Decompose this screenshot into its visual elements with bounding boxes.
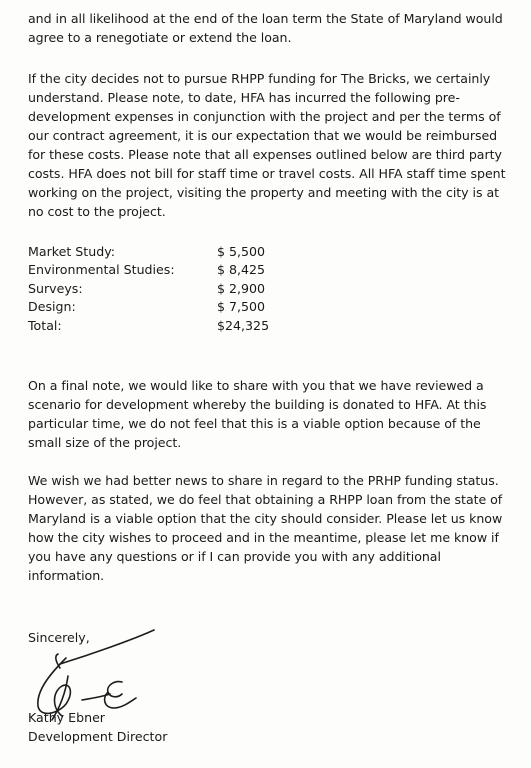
expense-amount: $ 2,900 — [217, 280, 266, 296]
expense-amount: $ 7,500 — [217, 299, 266, 315]
signer-name: Kathy Ebner — [28, 710, 105, 725]
expense-row — [28, 280, 288, 298]
text-line: Maryland is a viable option that the city should consider. Please let us know — [28, 511, 503, 526]
closing-salutation: Sincerely, — [28, 630, 90, 645]
paragraph-funding-status — [28, 471, 520, 585]
text-line: development expenses in conjunction with the project and per the terms of — [28, 109, 501, 124]
expense-row — [28, 298, 288, 316]
expense-label: Design: — [28, 299, 76, 315]
text-line: agree to a renegotiate or extend the loan. — [28, 30, 292, 45]
expense-total-amount: $24,325 — [217, 317, 270, 333]
expense-total-row — [28, 317, 288, 335]
expense-label: Surveys: — [28, 280, 83, 296]
text-line: and in all likelihood at the end of the loan term the State of Maryland would — [28, 11, 503, 26]
expense-row — [28, 261, 288, 279]
text-line: particular time, we do not feel that this is a viable option because of the — [28, 416, 481, 431]
expense-total-label: Total: — [28, 317, 62, 333]
paragraph-donation-scenario — [28, 376, 520, 452]
text-line: scenario for development whereby the building is donated to HFA. At this — [28, 397, 487, 412]
expense-list — [28, 243, 288, 335]
text-line: costs. HFA does not bill for staff time or travel costs. All HFA staff time spent — [28, 166, 506, 181]
text-line: If the city decides not to pursue RHPP funding for The Bricks, we certainly — [28, 71, 491, 86]
text-line: However, as stated, we do feel that obtaining a RHPP loan from the state of — [28, 492, 503, 507]
text-line: small size of the project. — [28, 435, 182, 450]
expense-amount: $ 5,500 — [217, 244, 266, 259]
expense-label: Market Study: — [28, 244, 115, 259]
text-line: no cost to the project. — [28, 204, 166, 219]
text-line: how the city wishes to proceed and in the meantime, please let me know if — [28, 530, 499, 545]
expense-amount: $ 8,425 — [217, 262, 266, 278]
text-line: our contract agreement, it is our expectation that we would be reimbursed — [28, 128, 498, 143]
text-line: We wish we had better news to share in regard to the PRHP funding status. — [28, 473, 499, 488]
paragraph-loan-term — [28, 9, 520, 47]
text-line: On a final note, we would like to share with you that we have reviewed a — [28, 378, 484, 393]
signer-title: Development Director — [28, 729, 168, 744]
text-line: you have any questions or if I can provide you with any additional — [28, 549, 441, 564]
expense-row — [28, 243, 288, 261]
text-line: for these costs. Please note that all expenses outlined below are third party — [28, 147, 502, 162]
text-line: working on the project, visiting the property and meeting with the city is at — [28, 185, 499, 200]
text-line: understand. Please note, to date, HFA has incurred the following pre- — [28, 90, 460, 105]
text-line: information. — [28, 568, 105, 583]
paragraph-predevelopment-expenses — [28, 69, 520, 221]
expense-label: Environmental Studies: — [28, 262, 175, 278]
